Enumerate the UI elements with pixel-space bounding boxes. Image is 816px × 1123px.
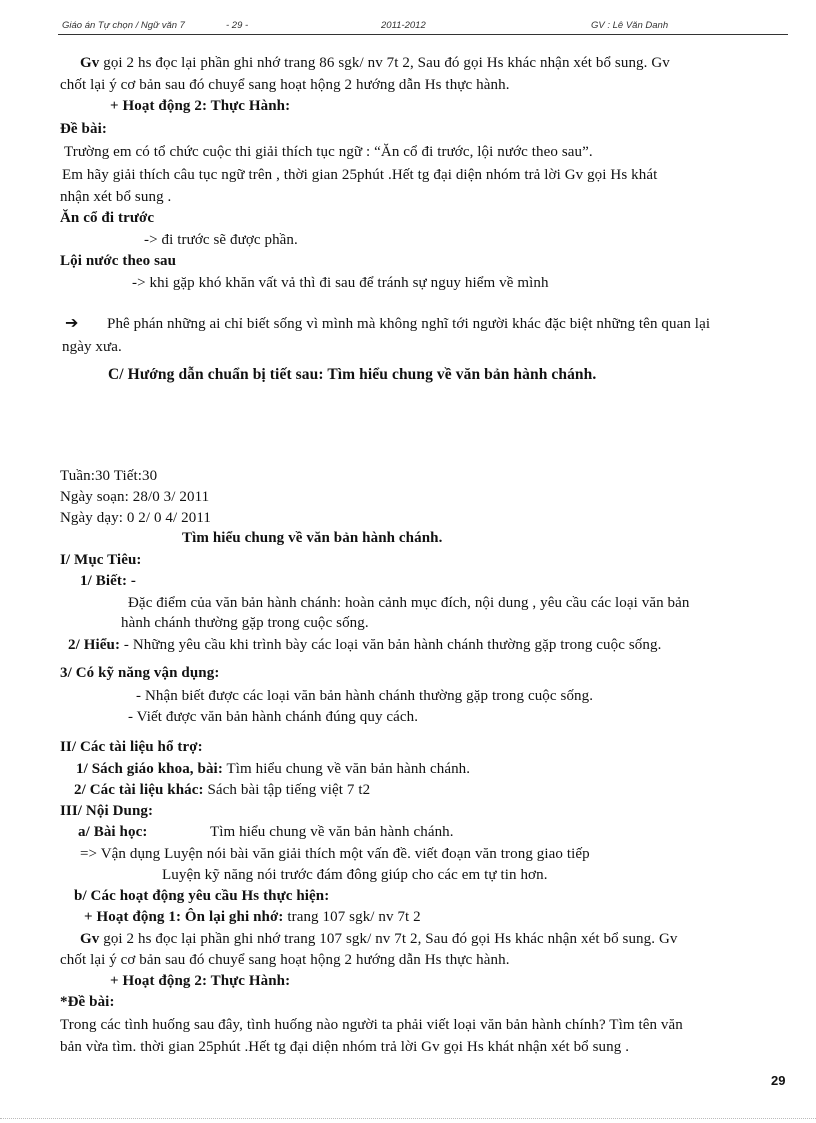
activity-1-label: + Hoạt động 1: Ôn lại ghi nhớ:	[84, 909, 284, 925]
gv-line-2: chốt lại ý cơ bản sau đó chuyể sang hoạt hộng 2 hướng dẫn Hs thực hành.	[60, 77, 510, 93]
activity-2-heading: + Hoạt động 2: Thực Hành:	[110, 98, 291, 114]
lesson-title: Tìm hiểu chung về văn bản hành chánh.	[182, 530, 443, 546]
conclusion-line-1: Phê phán những ai chỉ biết sống vì mình mà không nghĩ tới người khác đặc biệt những tên quan lại	[107, 316, 711, 332]
exercise-line-3: nhận xét bổ sung .	[60, 189, 172, 205]
activity-2-heading-b: + Hoạt động 2: Thực Hành:	[110, 973, 291, 989]
gv-label-2: Gv	[80, 931, 100, 947]
exercise-line-1: Trường em có tổ chức cuộc thi giải thích tục ngữ : “Ăn cổ đi trước, lội nước theo sau”.	[64, 144, 593, 160]
header-page: - 29 -	[226, 20, 249, 31]
exercise-heading-b: *Đề bài:	[60, 994, 115, 1010]
objective-skills-line-1: - Nhận biết được các loại văn bản hành chánh thường gặp trong cuộc sống.	[136, 688, 594, 704]
next-lesson-guide: C/ Hướng dẫn chuẩn bị tiết sau: Tìm hiểu chung về văn bản hành chánh.	[108, 366, 597, 383]
resource-textbook	[76, 760, 470, 778]
resource-textbook-text: Tìm hiểu chung về văn bản hành chánh.	[222, 761, 471, 777]
resource-textbook-label: 1/ Sách giáo khoa, bài:	[76, 761, 223, 777]
objective-understand	[68, 636, 661, 654]
proverb-part-1: Ăn cổ đi trước	[60, 210, 155, 226]
gv-line-3	[80, 930, 678, 948]
activity-1	[84, 908, 421, 926]
exercise-b-line-1: Trong các tình huống sau đây, tình huống nào người ta phải viết loại văn bản hành chính? Tìm tên văn	[60, 1017, 683, 1033]
conclusion-line-2: ngày xưa.	[62, 339, 122, 355]
gv-line-4: chốt lại ý cơ bản sau đó chuyể sang hoạt hộng 2 hướng dẫn Hs thực hành.	[60, 952, 510, 968]
gv-text: gọi 2 hs đọc lại phần ghi nhớ trang 86 sgk/ nv 7t 2, Sau đó gọi Hs khác nhận xét bổ sung. Gv	[99, 55, 670, 71]
objective-skills: 3/ Có kỹ năng vận dụng:	[60, 665, 220, 681]
section-content: III/ Nội Dung:	[60, 803, 154, 819]
header-year: 2011-2012	[381, 20, 426, 31]
lesson-apply-line-2: Luyện kỹ năng nói trước đám đông giúp cho các em tự tin hơn.	[162, 867, 548, 883]
objective-understand-label: 2/ Hiểu:	[68, 637, 121, 653]
proverb-part-2: Lội nước theo sau	[60, 253, 177, 269]
objective-know: 1/ Biết: -	[80, 573, 136, 589]
objective-understand-text: - Những yêu cầu khi trình bày các loại văn bản hành chánh thường gặp trong cuộc sống.	[120, 637, 662, 653]
section-objectives: I/ Mục Tiêu:	[60, 552, 142, 568]
resource-other	[74, 781, 370, 799]
proverb-part-1-explanation: -> đi trước sẽ được phần.	[144, 232, 298, 248]
week-period: Tuần:30 Tiết:30	[60, 468, 158, 484]
page-number: 29	[771, 1073, 786, 1088]
gv-line-1	[80, 54, 670, 72]
resource-other-text: Sách bài tập tiếng việt 7 t2	[203, 782, 371, 798]
activities-heading: b/ Các hoạt động yêu cầu Hs thực hiện:	[74, 888, 330, 904]
header-teacher: GV : Lê Văn Danh	[591, 20, 669, 31]
section-resources: II/ Các tài liệu hổ trợ:	[60, 739, 203, 755]
header-course: Giáo án Tự chọn / Ngữ văn 7	[62, 20, 185, 31]
activity-1-text: trang 107 sgk/ nv 7t 2	[283, 909, 421, 925]
date-prepared: Ngày soạn: 28/0 3/ 2011	[60, 489, 210, 505]
exercise-b-line-2: bản vừa tìm. thời gian 25phút .Hết tg đại diện nhóm trả lời Gv gọi Hs khát nhận xét bổ sung .	[60, 1039, 630, 1055]
objective-know-line-2: hành chánh thường gặp trong cuộc sống.	[121, 615, 369, 631]
objective-know-line-1: Đặc điểm của văn bản hành chánh: hoàn cảnh mục đích, nội dung , yêu cầu các loại văn bản	[128, 595, 690, 611]
date-taught: Ngày dạy: 0 2/ 0 4/ 2011	[60, 510, 211, 526]
lesson-topic: Tìm hiểu chung về văn bản hành chánh.	[210, 824, 454, 840]
resource-other-label: 2/ Các tài liệu khác:	[74, 782, 204, 798]
footer-divider	[0, 1118, 816, 1119]
gv-text-2: gọi 2 hs đọc lại phần ghi nhớ trang 107 sgk/ nv 7t 2, Sau đó gọi Hs khác nhận xét bổ sung. Gv	[99, 931, 678, 947]
objective-skills-line-2: - Viết được văn bản hành chánh đúng quy cách.	[128, 709, 419, 725]
lesson-apply-line-1: => Vận dụng Luyện nói bài văn giải thích một vấn đề. viết đoạn văn trong giao tiếp	[80, 846, 590, 862]
exercise-line-2: Em hãy giải thích câu tục ngữ trên , thời gian 25phút .Hết tg đại diện nhóm trả lời Gv gọi Hs khát	[62, 167, 658, 183]
proverb-part-2-explanation: -> khi gặp khó khăn vất vả thì đi sau để tránh sự nguy hiểm về mình	[132, 275, 549, 291]
lesson-label: a/ Bài học:	[78, 824, 148, 840]
page-header	[58, 18, 788, 35]
arrow-icon: ➔	[65, 313, 79, 332]
exercise-heading: Đề bài:	[60, 121, 107, 137]
gv-label: Gv	[80, 55, 100, 71]
